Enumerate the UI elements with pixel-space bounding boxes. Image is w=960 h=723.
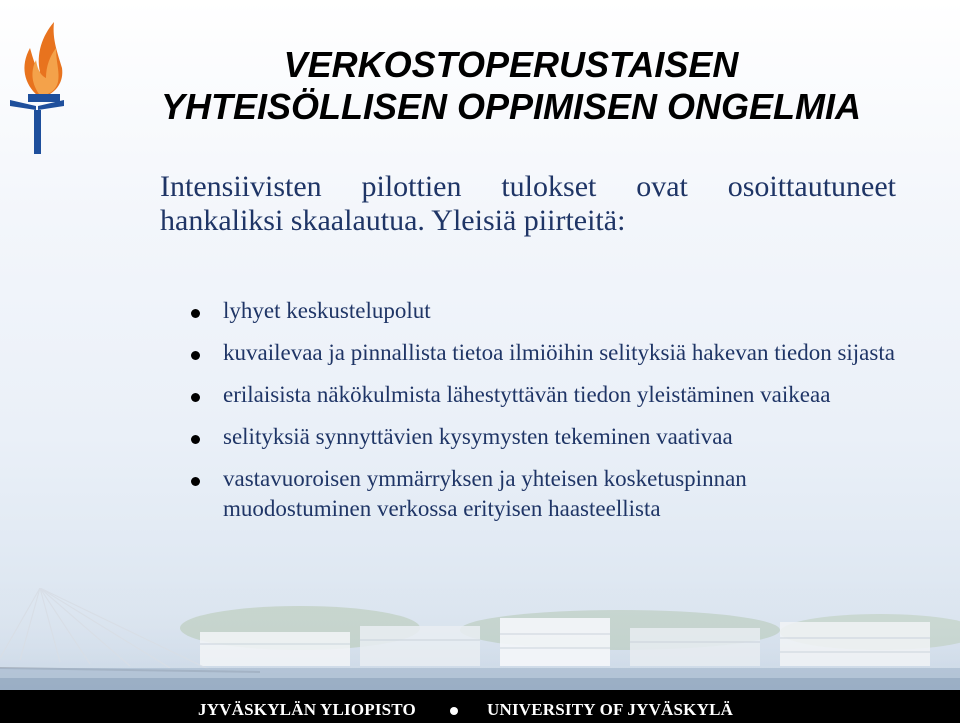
list-item	[190, 422, 896, 452]
bullet-text: lyhyet keskustelupolut	[223, 298, 431, 323]
list-item	[190, 338, 896, 368]
bullet-dot-icon	[191, 435, 200, 444]
bullet-dot-icon	[191, 351, 200, 360]
campus-photo	[0, 588, 960, 690]
bullet-text: erilaisista näkökulmista lähestyttävän tiedon yleistäminen vaikeaa	[223, 382, 831, 407]
bullet-text: vastavuoroisen ymmärryksen ja yhteisen kosketuspinnan muodostuminen verkossa erityisen haasteellista	[223, 466, 747, 521]
footer-bar	[0, 690, 960, 723]
bullet-text: selityksiä synnyttävien kysymysten tekeminen vaativaa	[223, 424, 733, 449]
torch-logo-icon	[6, 14, 68, 154]
bullet-list	[190, 296, 896, 536]
bullet-text: kuvailevaa ja pinnallista tietoa ilmiöihin selityksiä hakevan tiedon sijasta	[223, 340, 895, 365]
list-item	[190, 464, 896, 524]
footer-university-fi: JYVÄSKYLÄN YLIOPISTO	[198, 700, 416, 719]
list-item	[190, 296, 896, 326]
footer-separator-dot-icon	[450, 707, 458, 715]
bullet-dot-icon	[191, 309, 200, 318]
title-line-1: VERKOSTOPERUSTAISEN	[283, 44, 739, 85]
slide-title	[96, 44, 926, 128]
intro-paragraph: Intensiivisten pilottien tulokset ovat osoittautuneet hankaliksi skaalautua. Yleisiä piirteitä:	[160, 170, 896, 237]
list-item	[190, 380, 896, 410]
footer-university-en: UNIVERSITY OF JYVÄSKYLÄ	[487, 700, 734, 719]
title-line-2: YHTEISÖLLISEN OPPIMISEN ONGELMIA	[160, 86, 862, 127]
bullet-dot-icon	[191, 393, 200, 402]
bullet-dot-icon	[191, 477, 200, 486]
